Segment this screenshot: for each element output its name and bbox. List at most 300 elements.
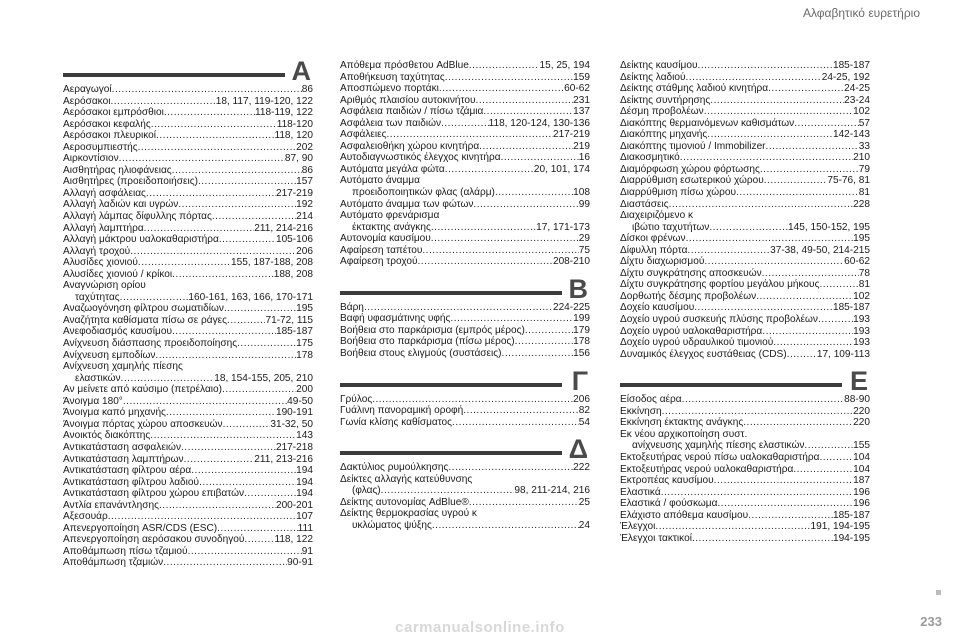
index-entry[interactable] bbox=[620, 521, 870, 533]
section-rule bbox=[620, 383, 842, 387]
leader-dots bbox=[172, 326, 276, 338]
index-entry-pages[interactable]: 193 bbox=[853, 337, 870, 349]
index-entry-pages[interactable]: 185-187 bbox=[832, 509, 870, 521]
index-entry-pages[interactable]: 111 bbox=[297, 522, 313, 534]
index-entry[interactable] bbox=[620, 95, 870, 107]
index-entry[interactable] bbox=[620, 72, 870, 84]
index-entry[interactable] bbox=[620, 106, 870, 118]
index-entry-pages[interactable]: 16 bbox=[578, 152, 590, 164]
index-entry-pages[interactable]: 199 bbox=[573, 313, 590, 325]
index-entry-pages[interactable]: 185-187 bbox=[832, 60, 870, 71]
index-entry[interactable] bbox=[620, 394, 870, 406]
index-entry[interactable] bbox=[63, 269, 313, 281]
index-entry-term: Αερόσακοι εμπρόσθιοι bbox=[63, 107, 164, 119]
index-entry-pages[interactable]: 75 bbox=[578, 244, 590, 256]
index-entry-pages[interactable]: 17, 109-113 bbox=[816, 348, 870, 360]
index-entry[interactable] bbox=[620, 210, 870, 233]
index-entry-pages[interactable]: 210 bbox=[853, 152, 870, 164]
index-entry-term: Ασφάλεια παιδιών / πίσω τζάμια bbox=[340, 106, 484, 118]
index-entry[interactable] bbox=[620, 175, 870, 187]
index-entry-pages[interactable]: 155 bbox=[853, 440, 870, 452]
index-entry-term: Αυτόματο άναμμα bbox=[340, 175, 420, 187]
index-entry-row bbox=[63, 257, 313, 269]
index-entry-pages[interactable]: 118, 122 bbox=[274, 534, 313, 546]
index-entry-pages[interactable]: 145, 150-152, 195 bbox=[788, 221, 870, 233]
index-entry[interactable] bbox=[63, 211, 313, 223]
index-entry[interactable] bbox=[620, 245, 870, 257]
index-section bbox=[63, 56, 313, 569]
index-entry[interactable] bbox=[63, 280, 313, 303]
index-entry[interactable] bbox=[620, 141, 870, 153]
index-entry[interactable] bbox=[340, 336, 590, 348]
index-entry[interactable] bbox=[620, 233, 870, 245]
index-entry-pages[interactable]: 160-161, 163, 166, 170-171 bbox=[188, 291, 313, 303]
index-entry-pages[interactable]: 159 bbox=[573, 71, 590, 83]
index-entry-pages[interactable]: 194-195 bbox=[832, 532, 870, 544]
index-entry[interactable] bbox=[340, 302, 590, 314]
index-entry-row bbox=[63, 223, 313, 235]
index-entry[interactable] bbox=[63, 384, 313, 396]
index-entry-term: Άνοιγμα καπό μηχανής bbox=[63, 407, 166, 419]
index-entry-pages[interactable]: 179 bbox=[573, 324, 590, 336]
index-entry-row bbox=[340, 129, 590, 141]
index-entry-pages[interactable]: 88-90 bbox=[844, 394, 870, 406]
index-entry-row bbox=[620, 60, 870, 72]
index-entry[interactable] bbox=[63, 396, 313, 408]
index-entry-pages[interactable]: 142-143 bbox=[832, 129, 870, 141]
index-entry-term: Αποθάμπωση πίσω τζαμιού bbox=[63, 545, 188, 557]
index-entry-term: Αλλαγή μάκτρου υαλοκαθαριστήρα bbox=[63, 234, 219, 246]
index-entry-pages[interactable]: 118, 120-124, 130-136 bbox=[488, 117, 590, 129]
index-entry-pages[interactable]: 196 bbox=[853, 486, 870, 498]
leader-dots bbox=[439, 83, 564, 95]
index-entry[interactable] bbox=[340, 417, 590, 429]
leader-dots bbox=[199, 477, 296, 489]
leader-dots bbox=[476, 95, 574, 107]
index-entry-term: Εκκίνηση έκτακτης ανάγκης bbox=[620, 417, 744, 429]
section-rule bbox=[340, 383, 562, 387]
index-entry-pages[interactable]: 81 bbox=[858, 279, 870, 291]
leader-dots bbox=[156, 130, 274, 142]
index-entry-term: Βάρη bbox=[340, 301, 364, 313]
index-entry-term: Δίχτυ συγκράτησης φορτίου μεγάλου μήκους bbox=[620, 279, 820, 291]
index-entry-pages[interactable]: 24-25, 192 bbox=[821, 71, 870, 83]
index-entry-row bbox=[620, 394, 870, 406]
index-entry[interactable] bbox=[620, 152, 870, 164]
index-entry[interactable] bbox=[340, 325, 590, 337]
index-entry-pages[interactable]: 60-62 bbox=[564, 83, 590, 95]
index-entry[interactable] bbox=[63, 488, 313, 500]
index-entry-pages[interactable]: 104 bbox=[853, 451, 870, 463]
index-entry[interactable] bbox=[620, 429, 870, 452]
index-entry-pages[interactable]: 137 bbox=[573, 106, 590, 118]
index-entry[interactable] bbox=[620, 256, 870, 268]
index-entry-pages[interactable]: 185-187 bbox=[275, 326, 313, 338]
index-entry-pages[interactable]: 78 bbox=[858, 267, 870, 279]
index-entry[interactable] bbox=[340, 394, 590, 406]
index-entry-row bbox=[63, 500, 313, 512]
leader-dots bbox=[163, 557, 287, 569]
index-entry[interactable] bbox=[63, 234, 313, 246]
index-entry[interactable] bbox=[63, 500, 313, 512]
index-entry-pages[interactable]: 87, 90 bbox=[284, 153, 313, 165]
index-entry[interactable] bbox=[620, 314, 870, 326]
index-entry-pages[interactable]: 217-219 bbox=[552, 129, 590, 141]
index-entry-pages[interactable]: 81 bbox=[858, 187, 870, 199]
index-entry-row bbox=[620, 141, 870, 153]
index-entry-pages[interactable]: 99 bbox=[578, 198, 590, 210]
index-entry-pages[interactable]: 90-91 bbox=[287, 557, 313, 569]
leader-dots bbox=[422, 245, 578, 257]
index-entry-row bbox=[63, 84, 313, 96]
index-entry-term: Ελαστικά bbox=[620, 486, 661, 498]
index-entry[interactable] bbox=[63, 326, 313, 338]
index-entry[interactable] bbox=[340, 233, 590, 245]
index-entry-pages[interactable]: 79 bbox=[858, 163, 870, 175]
index-entry-pages[interactable]: 155, 187-188, 208 bbox=[231, 257, 313, 269]
index-entry-pages[interactable]: 107 bbox=[296, 511, 313, 523]
leader-dots bbox=[372, 394, 573, 406]
index-entry-pages[interactable]: 71-72, 115 bbox=[265, 314, 313, 326]
index-entry-term: Ανίχνευση χαμηλής πίεσης bbox=[63, 361, 183, 373]
index-entry-pages[interactable]: 185-187 bbox=[832, 302, 870, 314]
index-entry-pages[interactable]: 214 bbox=[296, 211, 313, 223]
index-column-3 bbox=[620, 60, 870, 554]
index-entry-pages[interactable]: 178 bbox=[573, 336, 590, 348]
index-entry-row bbox=[63, 477, 313, 489]
index-entry-pages[interactable]: 231 bbox=[573, 94, 590, 106]
index-entry-pages[interactable]: 24 bbox=[578, 519, 590, 531]
index-entry[interactable] bbox=[340, 106, 590, 118]
index-entry-term: Αντλία επανάντλησης bbox=[63, 499, 159, 511]
index-entry-row bbox=[620, 406, 870, 418]
index-entry-term: Αποσπώμενο πορτάκι bbox=[340, 83, 439, 95]
index-entry[interactable] bbox=[63, 338, 313, 350]
index-entry-pages[interactable]: 118-119, 122 bbox=[255, 107, 313, 119]
index-entry[interactable] bbox=[63, 442, 313, 454]
index-entry-pages[interactable]: 156 bbox=[573, 348, 590, 360]
index-entry-pages[interactable]: 192 bbox=[296, 199, 313, 211]
index-entry-term: Βοήθεια στους ελιγμούς (συστάσεις) bbox=[340, 348, 502, 360]
index-entry-pages[interactable]: 102 bbox=[853, 290, 870, 302]
index-entry[interactable] bbox=[63, 315, 313, 327]
index-entry-pages[interactable]: 187 bbox=[853, 475, 870, 487]
leader-dots bbox=[223, 419, 271, 431]
index-entry-row bbox=[63, 430, 313, 442]
index-entry-pages[interactable]: 18, 117, 119-120, 122 bbox=[215, 95, 313, 107]
index-entry-row bbox=[63, 165, 313, 177]
index-entry-row bbox=[63, 338, 313, 350]
index-entry-term: Αριθμός πλαισίου αυτοκινήτου bbox=[340, 94, 476, 106]
index-entry[interactable] bbox=[63, 165, 313, 177]
index-entry[interactable] bbox=[620, 199, 870, 211]
index-entry-pages[interactable]: 217-219 bbox=[275, 187, 313, 199]
index-entry[interactable] bbox=[63, 303, 313, 315]
index-entry-term: Απενεργοποίηση αερόσακου συνοδηγού bbox=[63, 534, 245, 546]
index-column-2 bbox=[340, 60, 590, 542]
index-entry-row bbox=[63, 176, 313, 188]
index-entry[interactable] bbox=[63, 223, 313, 235]
index-entry-subterm: έκτακτης ανάγκης bbox=[352, 221, 431, 233]
index-entry-pages[interactable]: 200-201 bbox=[275, 499, 313, 511]
index-entry-pages[interactable]: 54 bbox=[578, 416, 590, 428]
index-entry[interactable] bbox=[620, 279, 870, 291]
index-entry[interactable] bbox=[620, 510, 870, 522]
leader-dots bbox=[819, 452, 853, 464]
index-entry[interactable] bbox=[63, 188, 313, 200]
index-entry[interactable] bbox=[63, 511, 313, 523]
index-entry-pages[interactable]: 104 bbox=[853, 463, 870, 475]
index-entry-term: Βοήθεια στο παρκάρισμα (εμπρός μέρος) bbox=[340, 324, 525, 336]
index-entry-pages[interactable]: 206 bbox=[296, 245, 313, 257]
index-entry[interactable] bbox=[63, 96, 313, 108]
index-entry[interactable] bbox=[63, 107, 313, 119]
index-entry-term: Εκ νέου αρχικοποίηση συστ. bbox=[620, 428, 748, 440]
index-entry[interactable] bbox=[63, 430, 313, 442]
index-entry-pages[interactable]: 191, 194-195 bbox=[810, 521, 870, 533]
index-entry[interactable] bbox=[340, 141, 590, 153]
index-entry[interactable] bbox=[63, 534, 313, 546]
index-entry-row bbox=[63, 523, 313, 535]
index-entry-pages[interactable]: 75-76, 81 bbox=[827, 175, 870, 187]
index-entry-subterm: ελαστικών bbox=[75, 372, 121, 384]
index-entry-pages[interactable]: 105-106 bbox=[275, 234, 313, 246]
index-entry-pages[interactable]: 31-32, 50 bbox=[270, 418, 313, 430]
index-entry-pages[interactable]: 118-120 bbox=[276, 118, 313, 130]
index-entry[interactable] bbox=[340, 210, 590, 233]
index-entry-pages[interactable]: 33 bbox=[858, 140, 870, 152]
index-entry[interactable] bbox=[63, 419, 313, 431]
index-entry-pages[interactable]: 211, 213-216 bbox=[254, 453, 313, 465]
index-entry-term: Διακόπτης τιμονιού / Immobilizer bbox=[620, 140, 766, 152]
index-entry-pages[interactable]: 143 bbox=[296, 430, 313, 442]
index-entry[interactable] bbox=[63, 130, 313, 142]
index-entry-pages[interactable]: 15, 25, 194 bbox=[539, 60, 590, 71]
index-entry-pages[interactable]: 20, 101, 174 bbox=[533, 163, 590, 175]
index-entry[interactable] bbox=[620, 533, 870, 545]
index-entry-pages[interactable]: 82 bbox=[578, 405, 590, 417]
index-entry[interactable] bbox=[63, 407, 313, 419]
index-entry[interactable] bbox=[63, 546, 313, 558]
index-entry-row bbox=[620, 521, 870, 533]
index-entry[interactable] bbox=[340, 164, 590, 176]
index-entry[interactable] bbox=[63, 350, 313, 362]
index-entry-pages[interactable]: 211, 214-216 bbox=[254, 222, 313, 234]
index-entry-pages[interactable]: 29 bbox=[578, 233, 590, 245]
leader-dots bbox=[694, 302, 833, 314]
index-entry-pages[interactable]: 194 bbox=[296, 476, 313, 488]
index-entry-row bbox=[620, 95, 870, 107]
index-entry-pages[interactable]: 195 bbox=[296, 303, 313, 315]
index-entry-pages[interactable]: 206 bbox=[573, 393, 590, 405]
index-entry[interactable] bbox=[620, 452, 870, 464]
index-entry-pages[interactable]: 157 bbox=[296, 176, 313, 188]
index-entry[interactable] bbox=[63, 523, 313, 535]
index-entry[interactable] bbox=[340, 497, 590, 509]
section-header bbox=[63, 56, 313, 86]
index-entry[interactable] bbox=[620, 406, 870, 418]
index-entry[interactable] bbox=[620, 187, 870, 199]
leader-dots bbox=[222, 384, 296, 396]
index-entry-term: Δοχείο υγρού υαλοκαθαριστήρα bbox=[620, 325, 763, 337]
index-entry[interactable] bbox=[340, 313, 590, 325]
index-entry-pages[interactable]: 118, 120 bbox=[274, 130, 313, 142]
index-entry-pages[interactable]: 102 bbox=[853, 106, 870, 118]
index-entry[interactable] bbox=[620, 129, 870, 141]
index-entry[interactable] bbox=[63, 477, 313, 489]
section-header bbox=[340, 434, 590, 465]
index-entry-pages[interactable]: 86 bbox=[301, 84, 313, 95]
index-entry[interactable] bbox=[620, 118, 870, 130]
index-entry[interactable] bbox=[63, 153, 313, 165]
index-entry-pages[interactable]: 86 bbox=[301, 164, 313, 176]
index-entry[interactable] bbox=[620, 268, 870, 280]
index-entry-pages[interactable]: 108 bbox=[573, 187, 590, 199]
index-entry[interactable] bbox=[340, 175, 590, 198]
index-entry-row bbox=[620, 279, 870, 291]
index-entry[interactable] bbox=[620, 164, 870, 176]
index-entry[interactable] bbox=[620, 349, 870, 361]
index-entry[interactable] bbox=[63, 142, 313, 154]
index-entry-pages[interactable]: 194 bbox=[296, 465, 313, 477]
index-entry-row bbox=[63, 442, 313, 454]
index-entry-pages[interactable]: 49-50 bbox=[287, 395, 313, 407]
index-entry-pages[interactable]: 57 bbox=[858, 117, 870, 129]
leader-dots bbox=[768, 83, 844, 95]
index-entry[interactable] bbox=[620, 326, 870, 338]
index-entry-pages[interactable]: 194 bbox=[296, 488, 313, 500]
index-entry-pages[interactable]: 17, 171-173 bbox=[536, 221, 590, 233]
leader-dots bbox=[112, 84, 302, 96]
index-entry[interactable] bbox=[63, 246, 313, 258]
index-entry[interactable] bbox=[620, 475, 870, 487]
index-entry-pages[interactable]: 98, 211-214, 216 bbox=[514, 485, 590, 497]
leader-dots bbox=[707, 129, 833, 141]
leader-dots bbox=[687, 245, 770, 257]
index-entry[interactable] bbox=[340, 405, 590, 417]
index-entry-row bbox=[340, 106, 590, 118]
index-entry-row bbox=[63, 373, 313, 385]
index-entry[interactable] bbox=[63, 454, 313, 466]
index-entry[interactable] bbox=[340, 129, 590, 141]
leader-dots bbox=[717, 498, 853, 510]
index-entry[interactable] bbox=[63, 257, 313, 269]
index-entry[interactable] bbox=[620, 417, 870, 429]
index-entry[interactable] bbox=[63, 176, 313, 188]
index-entry-term: Αερόσακοι bbox=[63, 95, 111, 107]
index-entry[interactable] bbox=[620, 337, 870, 349]
index-entry[interactable] bbox=[620, 498, 870, 510]
index-entry-pages[interactable]: 193 bbox=[853, 314, 870, 326]
index-entry[interactable] bbox=[340, 199, 590, 211]
index-entry[interactable] bbox=[620, 83, 870, 95]
index-entry[interactable] bbox=[620, 302, 870, 314]
index-entry-pages[interactable]: 18, 154-155, 205, 210 bbox=[214, 372, 313, 384]
index-entry-row bbox=[340, 152, 590, 164]
index-entry[interactable] bbox=[620, 464, 870, 476]
index-entry[interactable] bbox=[63, 119, 313, 131]
index-entry-row bbox=[63, 407, 313, 419]
index-entry[interactable] bbox=[340, 462, 590, 474]
leader-dots bbox=[743, 417, 853, 429]
index-section bbox=[340, 365, 590, 429]
index-entry[interactable] bbox=[620, 487, 870, 499]
index-entry[interactable] bbox=[340, 118, 590, 130]
index-entry[interactable] bbox=[340, 245, 590, 257]
index-entry-pages[interactable]: 195 bbox=[853, 233, 870, 245]
leader-dots bbox=[244, 534, 274, 546]
index-entry[interactable] bbox=[63, 465, 313, 477]
leader-dots bbox=[445, 72, 573, 84]
leader-dots bbox=[181, 442, 276, 454]
index-entry-row bbox=[63, 546, 313, 558]
index-entry[interactable] bbox=[340, 508, 590, 531]
index-entry-pages[interactable]: 219 bbox=[573, 140, 590, 152]
index-entry[interactable] bbox=[340, 256, 590, 268]
index-entry-pages[interactable]: 175 bbox=[296, 338, 313, 350]
index-entry[interactable] bbox=[63, 84, 313, 96]
index-entry-pages[interactable]: 193 bbox=[853, 325, 870, 337]
index-entry-term: Εκτοξευτήρας νερού υαλοκαθαριστήρα bbox=[620, 463, 794, 475]
index-entry-pages[interactable]: 200 bbox=[296, 384, 313, 396]
index-entry-pages[interactable]: 24-25 bbox=[844, 83, 870, 95]
index-entry-pages[interactable]: 196 bbox=[853, 498, 870, 510]
index-entry-pages[interactable]: 60-62 bbox=[844, 256, 870, 268]
index-entry-term: Ανίχνευση εμποδίων bbox=[63, 349, 156, 361]
index-entry[interactable] bbox=[340, 72, 590, 84]
index-entry[interactable] bbox=[340, 348, 590, 360]
index-entry-pages[interactable]: 190-191 bbox=[275, 407, 313, 419]
leader-dots bbox=[661, 487, 853, 499]
index-entry-term: Αν μείνετε από καύσιμο (πετρέλαιο) bbox=[63, 384, 223, 396]
leader-dots bbox=[138, 142, 297, 154]
index-entry[interactable] bbox=[340, 474, 590, 497]
index-entry[interactable] bbox=[340, 83, 590, 95]
index-entry-pages[interactable]: 228 bbox=[853, 198, 870, 210]
index-entry[interactable] bbox=[63, 361, 313, 384]
index-entry-pages[interactable]: 224-225 bbox=[552, 301, 590, 313]
index-entry-pages[interactable]: 208-210 bbox=[552, 256, 590, 268]
index-entry[interactable] bbox=[340, 152, 590, 164]
index-entry[interactable] bbox=[63, 199, 313, 211]
index-entry-pages[interactable]: 178 bbox=[296, 349, 313, 361]
index-entry[interactable] bbox=[620, 60, 870, 72]
index-entry-pages[interactable]: 188, 208 bbox=[273, 268, 313, 280]
index-entry[interactable] bbox=[620, 291, 870, 303]
index-entry-pages[interactable]: 202 bbox=[296, 141, 313, 153]
index-entry-pages[interactable]: 91 bbox=[301, 545, 313, 557]
index-entry-term: Αντικατάσταση ασφαλειών bbox=[63, 441, 181, 453]
index-entry-pages[interactable]: 220 bbox=[853, 405, 870, 417]
index-entry[interactable] bbox=[63, 557, 313, 569]
index-entry-pages[interactable]: 23-24 bbox=[844, 94, 870, 106]
index-entry-pages[interactable]: 37-38, 49-50, 214-215 bbox=[770, 244, 870, 256]
leader-dots bbox=[212, 211, 296, 223]
index-entry[interactable] bbox=[340, 60, 590, 72]
index-entry-pages[interactable]: 25 bbox=[578, 496, 590, 508]
index-entry-row bbox=[63, 350, 313, 362]
index-entry-row bbox=[620, 440, 870, 452]
leader-dots bbox=[184, 454, 255, 466]
index-entry-pages[interactable]: 217-218 bbox=[275, 441, 313, 453]
index-column-1 bbox=[63, 56, 313, 579]
index-entry-pages[interactable]: 220 bbox=[853, 417, 870, 429]
index-entry-pages[interactable]: 222 bbox=[573, 462, 590, 474]
index-entry[interactable] bbox=[340, 95, 590, 107]
section-letter: Γ bbox=[571, 365, 588, 396]
index-entry-term: Αντικατάσταση λαμπτήρων bbox=[63, 453, 184, 465]
index-entry-term: Γυάλινη πανοραμική οροφή bbox=[340, 405, 464, 417]
